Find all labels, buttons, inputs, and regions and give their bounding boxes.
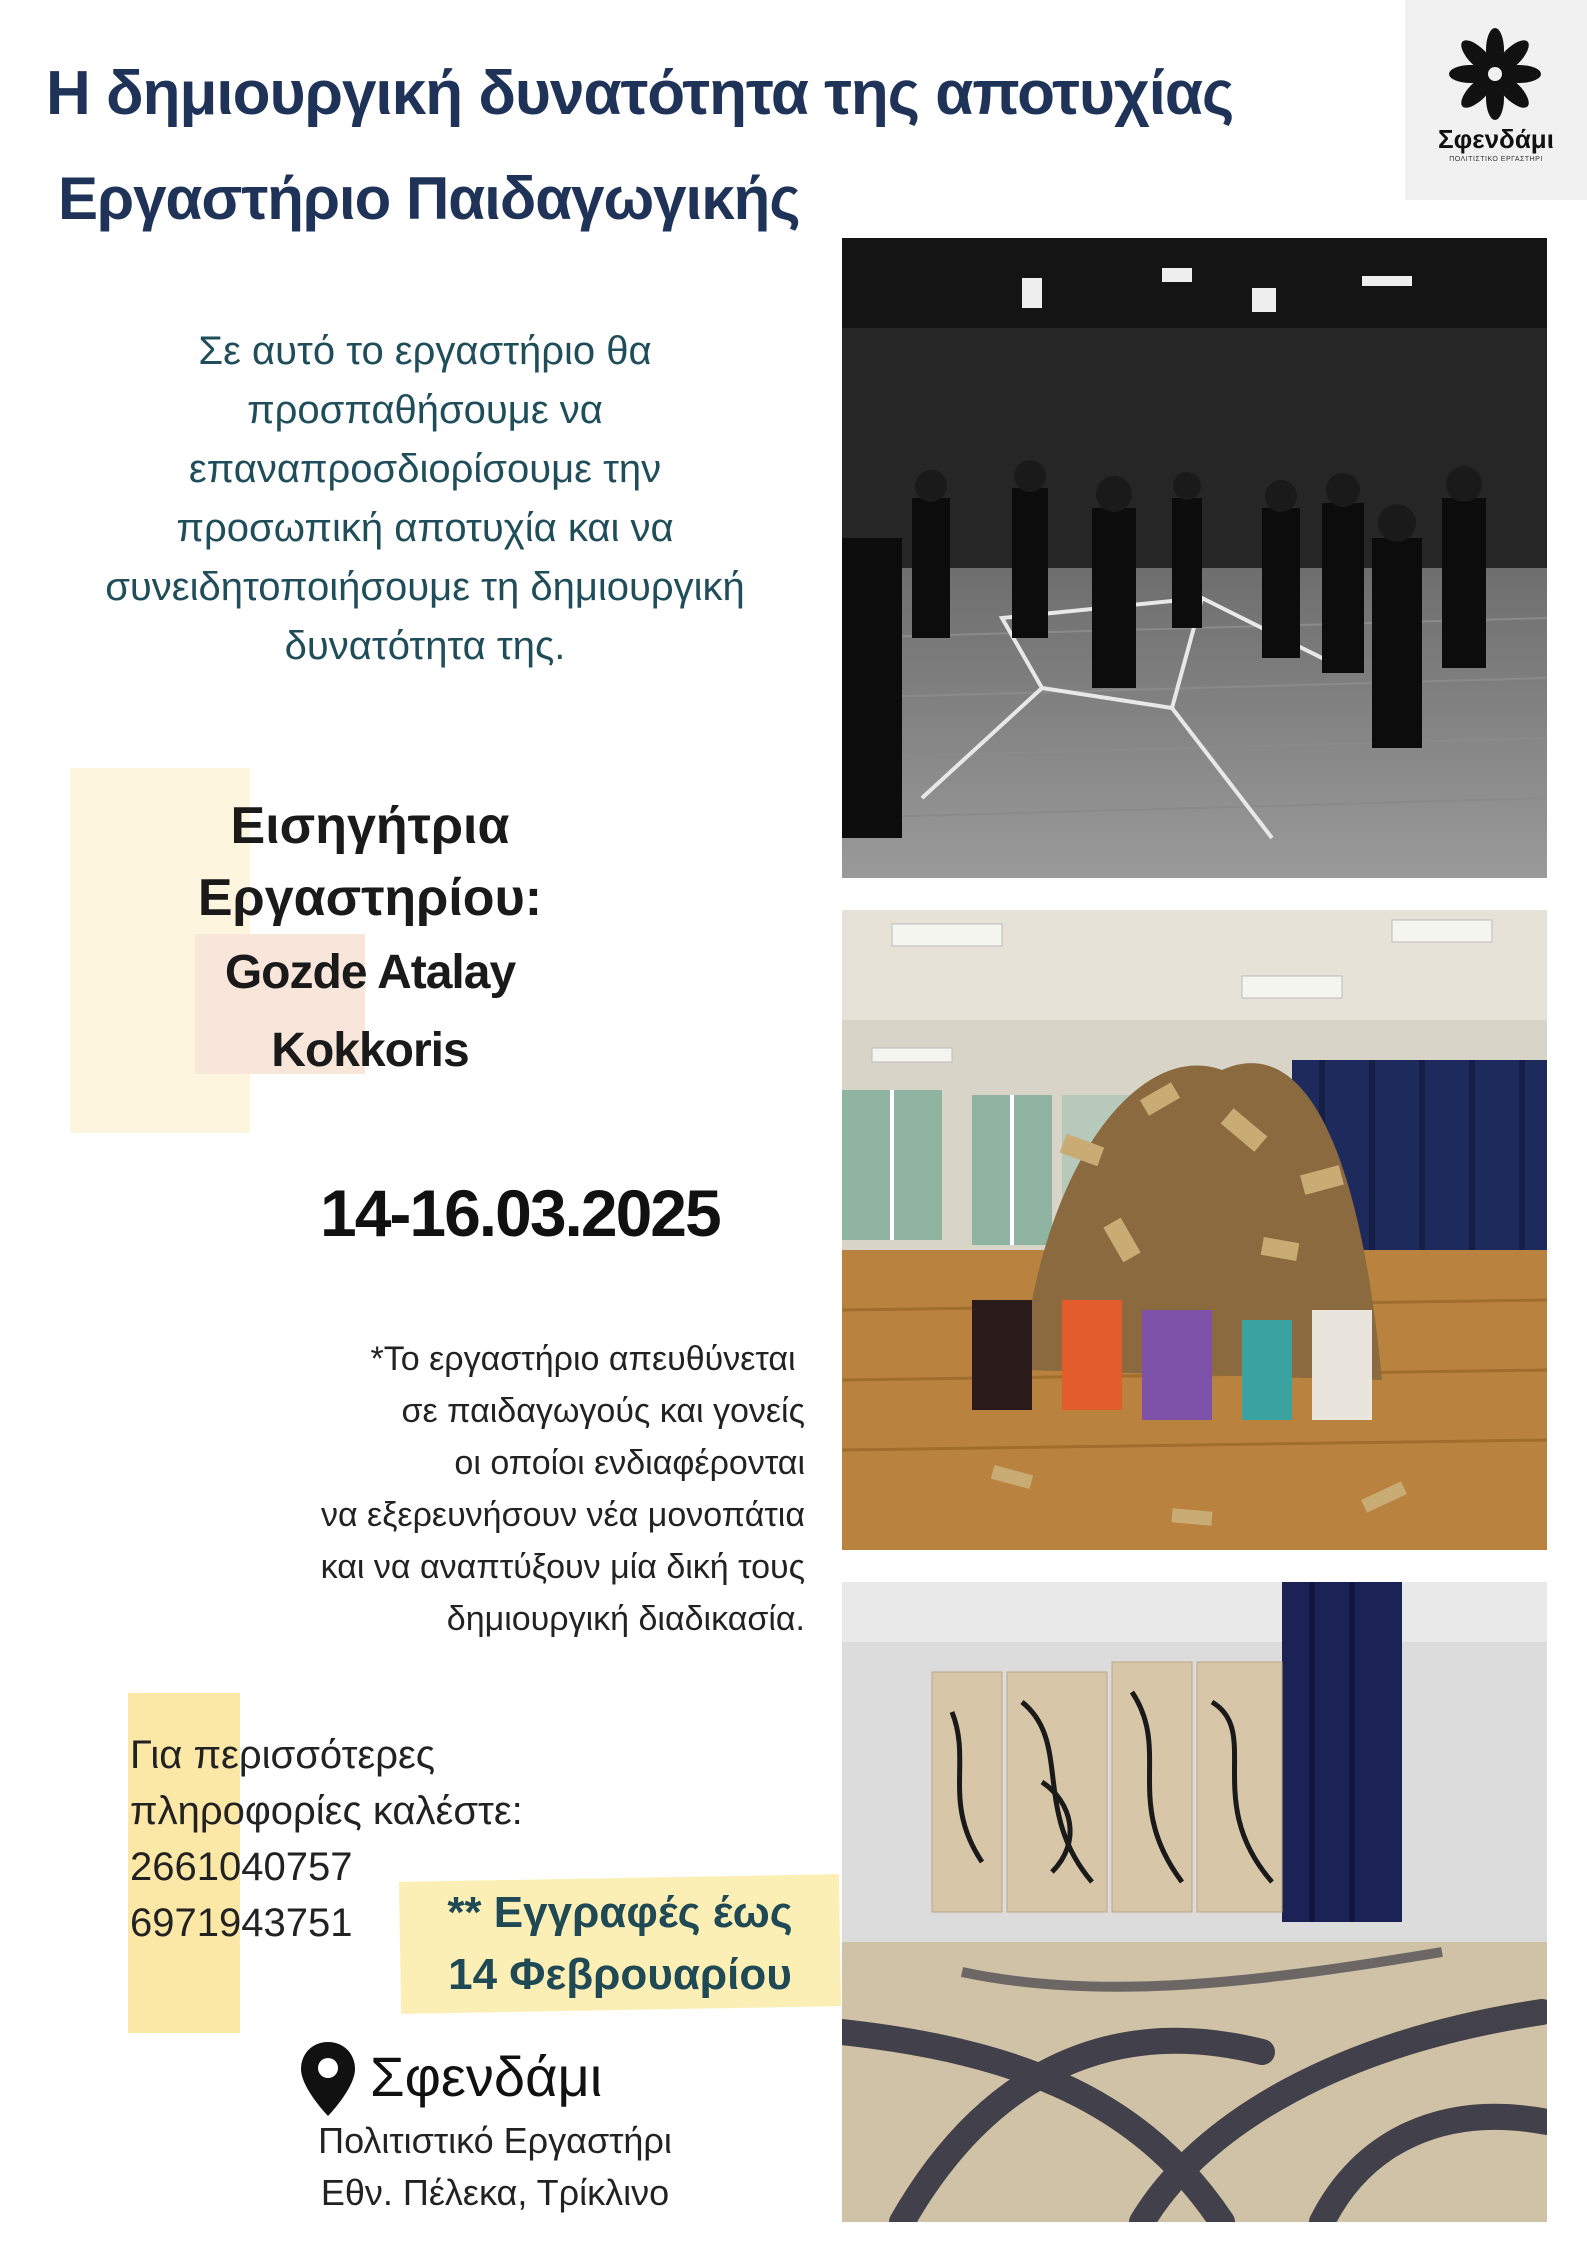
photo-theatre-workshop: [842, 238, 1547, 878]
contact-label: πληροφορίες καλέστε:: [130, 1789, 523, 1833]
speaker-role: Εισηγήτρια: [230, 797, 510, 855]
intro-line: προσπαθήσουμε να: [247, 388, 603, 432]
registration-deadline: [400, 1882, 840, 2006]
audience-line: σε παιδαγωγούς και γονείς: [401, 1392, 805, 1430]
intro-line: προσωπική αποτυχία και να: [176, 506, 674, 550]
intro-line: συνειδητοποιήσουμε τη δημιουργική: [105, 565, 745, 609]
photo-drawing-session: [842, 1582, 1547, 2222]
speaker-block: [100, 790, 640, 1090]
location-line: Πολιτιστικό Εργαστήρι: [318, 2120, 672, 2161]
registration-line: ** Εγγραφές έως: [447, 1888, 793, 1937]
speaker-name: Kokkoris: [271, 1024, 469, 1077]
logo-subtitle: ΠΟΛΙΤΙΣΤΙΚΟ ΕΡΓΑΣΤΗΡΙ: [1449, 156, 1543, 163]
audience-line: δημιουργική διαδικασία.: [446, 1600, 805, 1638]
page-subtitle: Εργαστήριο Παιδαγωγικής: [58, 165, 800, 232]
intro-line: δυνατότητα της.: [284, 624, 566, 668]
intro-text: [40, 322, 810, 676]
event-date: 14-16.03.2025: [320, 1176, 720, 1250]
audience-line: να εξερευνήσουν νέα μονοπάτια: [320, 1496, 805, 1534]
location-line: Εθν. Πέλεκα, Τρίκλινο: [320, 2172, 670, 2213]
location-pin-icon: [298, 2040, 358, 2120]
speaker-name: Gozde Atalay: [224, 946, 516, 999]
contact-label: Για περισσότερες: [130, 1733, 436, 1777]
audience-line: *Το εργαστήριο απευθύνεται: [370, 1340, 805, 1378]
phone-number[interactable]: 2661040757: [130, 1845, 353, 1889]
audience-line: και να αναπτύξουν μία δική τους: [320, 1548, 805, 1586]
audience-line: οι οποίοι ενδιαφέρονται: [454, 1444, 805, 1482]
logo-name: Σφενδάμι: [1438, 124, 1554, 154]
intro-line: επαναπροσδιορίσουμε την: [188, 447, 662, 491]
logo: [1405, 0, 1587, 200]
speaker-role: Εργαστηρίου:: [197, 869, 543, 927]
photo-paper-activity: [842, 910, 1547, 1550]
location-name: Σφενδάμι: [370, 2045, 603, 2108]
intro-line: Σε αυτό το εργαστήριο θα: [198, 329, 652, 373]
audience-note: [180, 1333, 805, 1645]
registration-line: 14 Φεβρουαρίου: [448, 1950, 792, 1999]
flower-icon: [1445, 24, 1545, 124]
page-title: Η δημιουργική δυνατότητα της αποτυχίας: [46, 59, 1234, 128]
phone-number[interactable]: 6971943751: [130, 1901, 353, 1945]
